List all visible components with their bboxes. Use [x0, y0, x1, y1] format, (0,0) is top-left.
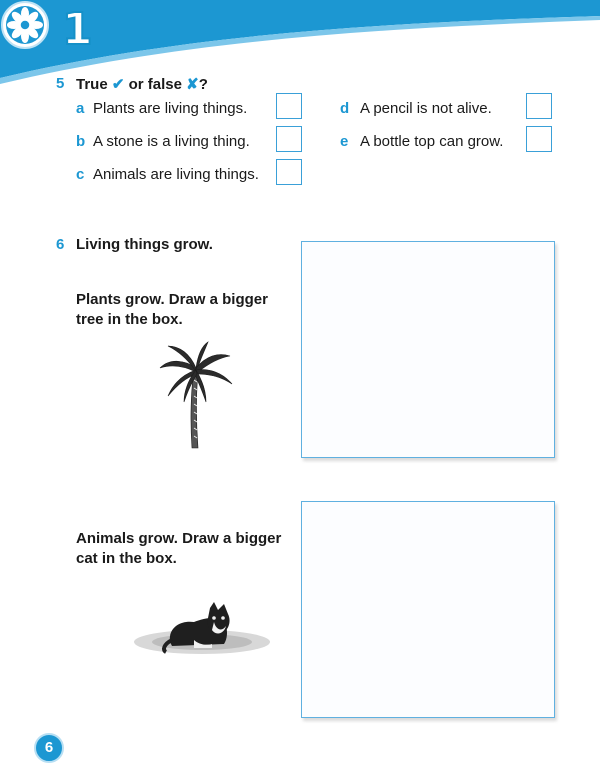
item-d-letter: d	[340, 100, 350, 117]
item-d-text: A pencil is not alive.	[360, 100, 492, 117]
cross-icon: ✘	[186, 76, 199, 93]
item-e-text: A bottle top can grow.	[360, 133, 504, 150]
cat-icon	[132, 600, 272, 660]
answer-box-b[interactable]	[276, 126, 302, 152]
draw-cat-box[interactable]	[301, 501, 555, 718]
palm-tree-icon	[150, 340, 240, 460]
answer-box-c[interactable]	[276, 159, 302, 185]
item-c-text: Animals are living things.	[93, 166, 259, 183]
item-a-letter: a	[76, 100, 85, 117]
item-b-text: A stone is a living thing.	[93, 133, 250, 150]
question-5-title	[76, 75, 208, 93]
flower-icon	[0, 0, 50, 50]
question-6-number: 6	[56, 236, 65, 253]
item-e-letter: e	[340, 133, 349, 150]
item-b-letter: b	[76, 133, 86, 150]
plants-instruction: Plants grow. Draw a bigger tree in the box.	[76, 291, 268, 328]
item-a-text: Plants are living things.	[93, 100, 248, 117]
animals-instruction: Animals grow. Draw a bigger cat in the box.	[76, 530, 282, 567]
title-question-mark: ?	[198, 76, 208, 93]
page-number: 6	[34, 733, 64, 763]
answer-box-a[interactable]	[276, 93, 302, 119]
draw-tree-box[interactable]	[301, 241, 555, 458]
title-true: True	[76, 76, 108, 93]
title-or-false: or false	[128, 76, 182, 93]
unit-number: 1	[62, 4, 93, 55]
question-6-title: Living things grow.	[76, 236, 213, 253]
question-5-number: 5	[56, 75, 65, 92]
answer-box-e[interactable]	[526, 126, 552, 152]
tick-icon: ✔	[111, 76, 125, 93]
item-c-letter: c	[76, 166, 85, 183]
answer-box-d[interactable]	[526, 93, 552, 119]
